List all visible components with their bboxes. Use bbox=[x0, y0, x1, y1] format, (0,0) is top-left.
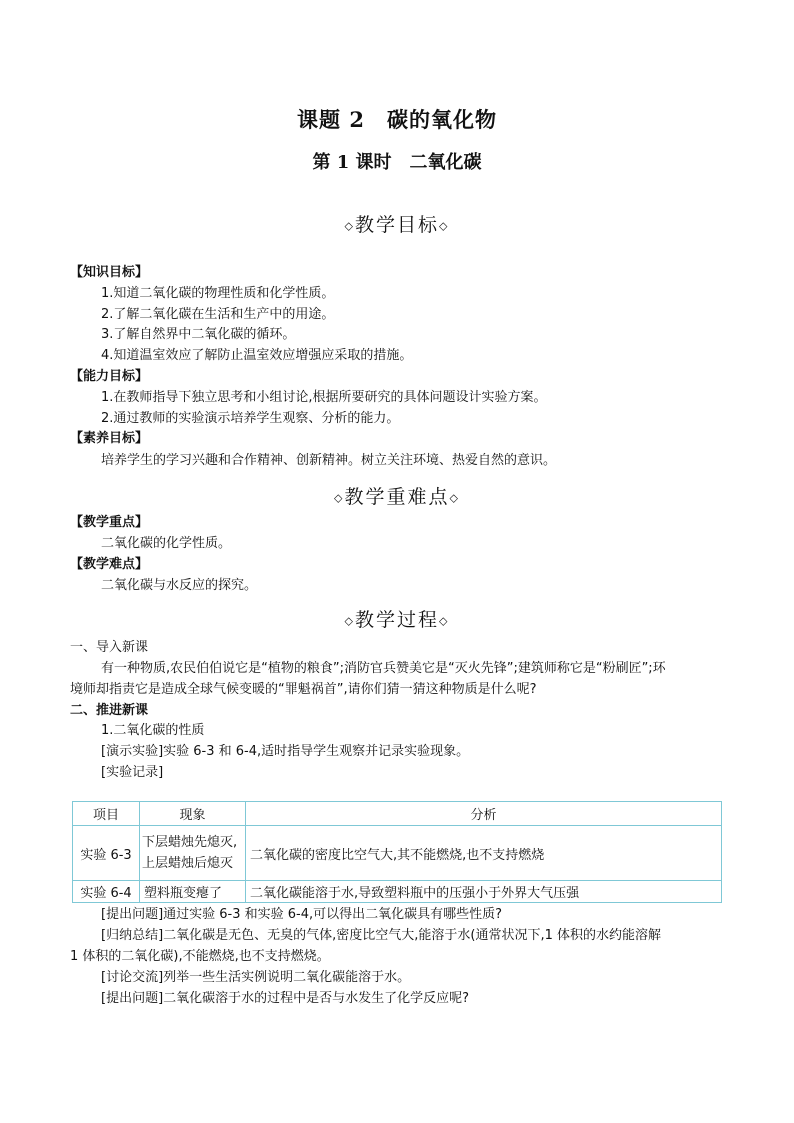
phenomenon-line: 上层蜡烛后熄灭 bbox=[142, 856, 234, 871]
summary-line: [归纳总结]二氧化碳是无色、无臭的气体,密度比空气大,能溶于水(通常状况下,1 体积的水约能溶解 bbox=[101, 928, 662, 943]
section-heading-goals bbox=[0, 210, 794, 237]
focus-label: 【教学重点】 bbox=[70, 515, 149, 530]
knowledge-goal-item: 4.知道温室效应了解防止温室效应增强应采取的措施。 bbox=[101, 348, 413, 363]
difficulty-text: 二氧化碳与水反应的探究。 bbox=[101, 578, 258, 593]
diamond-icon: ◇ bbox=[344, 219, 355, 233]
question-text: [提出问题]通过实验 6-3 和实验 6-4,可以得出二氧化碳具有哪些性质? bbox=[101, 907, 503, 922]
experiment-record-label: [实验记录] bbox=[101, 765, 164, 780]
knowledge-goal-item: 3.了解自然界中二氧化碳的循环。 bbox=[101, 327, 296, 342]
table-cell-analysis: 二氧化碳能溶于水,导致塑料瓶中的压强小于外界大气压强 bbox=[246, 881, 722, 903]
experiment-record-table bbox=[72, 801, 722, 903]
section-heading-keypoints bbox=[0, 482, 794, 509]
demo-experiment-text: [演示实验]实验 6-3 和 6-4,适时指导学生观察并记录实验现象。 bbox=[101, 744, 470, 759]
difficulty-label: 【教学难点】 bbox=[70, 557, 149, 572]
subheading-properties: 1.二氧化碳的性质 bbox=[101, 723, 205, 738]
ability-goal-item: 2.通过教师的实验演示培养学生观察、分析的能力。 bbox=[101, 411, 400, 426]
diamond-icon: ◇ bbox=[344, 614, 355, 628]
table-cell-analysis: 二氧化碳的密度比空气大,其不能燃烧,也不支持燃烧 bbox=[246, 826, 722, 881]
knowledge-goal-item: 2.了解二氧化碳在生活和生产中的用途。 bbox=[101, 307, 335, 322]
table-row bbox=[73, 826, 722, 881]
table-header-analysis: 分析 bbox=[246, 802, 722, 826]
section-heading-process bbox=[0, 605, 794, 632]
discussion-text: [讨论交流]列举一些生活实例说明二氧化碳能溶于水。 bbox=[101, 970, 411, 985]
diamond-icon: ◇ bbox=[449, 491, 460, 505]
section-heading-goals-text: 教学目标 bbox=[354, 214, 439, 236]
table-header-row bbox=[73, 802, 722, 826]
ability-goal-item: 1.在教师指导下独立思考和小组讨论,根据所要研究的具体问题设计实验方案。 bbox=[101, 390, 547, 405]
knowledge-goal-item: 1.知道二氧化碳的物理性质和化学性质。 bbox=[101, 286, 335, 301]
table-header-phenomenon: 现象 bbox=[140, 802, 246, 826]
table-cell-item: 实验 6-3 bbox=[73, 826, 140, 881]
part-heading-new-lesson: 二、推进新课 bbox=[70, 703, 149, 718]
diamond-icon: ◇ bbox=[334, 491, 345, 505]
diamond-icon: ◇ bbox=[439, 614, 450, 628]
table-cell-item: 实验 6-4 bbox=[73, 881, 140, 903]
question-text: [提出问题]二氧化碳溶于水的过程中是否与水发生了化学反应呢? bbox=[101, 991, 470, 1006]
phenomenon-line: 下层蜡烛先熄灭, bbox=[142, 835, 238, 850]
table-header-item: 项目 bbox=[73, 802, 140, 826]
section-heading-keypoints-text: 教学重难点 bbox=[344, 486, 450, 508]
focus-text: 二氧化碳的化学性质。 bbox=[101, 536, 232, 551]
knowledge-goal-label: 【知识目标】 bbox=[70, 265, 149, 280]
literacy-goal-label: 【素养目标】 bbox=[70, 431, 149, 446]
table-cell-phenomenon: 塑料瓶变瘪了 bbox=[140, 881, 246, 903]
ability-goal-label: 【能力目标】 bbox=[70, 369, 149, 384]
section-heading-process-text: 教学过程 bbox=[354, 609, 439, 631]
summary-line: 1 体积的二氧化碳),不能燃烧,也不支持燃烧。 bbox=[70, 949, 330, 964]
lesson-title: 课题 2 碳的氧化物 bbox=[297, 107, 497, 132]
literacy-goal-text: 培养学生的学习兴趣和合作精神、创新精神。树立关注环境、热爱自然的意识。 bbox=[101, 453, 557, 468]
table-row bbox=[73, 881, 722, 903]
table-cell-phenomenon bbox=[140, 826, 246, 881]
intro-paragraph-line: 境师却指责它是造成全球气候变暖的“罪魁祸首”,请你们猜一猜这种物质是什么呢? bbox=[70, 682, 537, 697]
lesson-subtitle: 第 1 课时 二氧化碳 bbox=[312, 152, 482, 173]
part-heading-intro: 一、导入新课 bbox=[70, 640, 149, 655]
diamond-icon: ◇ bbox=[439, 219, 450, 233]
intro-paragraph-line: 有一种物质,农民伯伯说它是“植物的粮食”;消防官兵赞美它是“灭火先锋”;建筑师称它是“粉刷匠”;环 bbox=[101, 661, 666, 676]
